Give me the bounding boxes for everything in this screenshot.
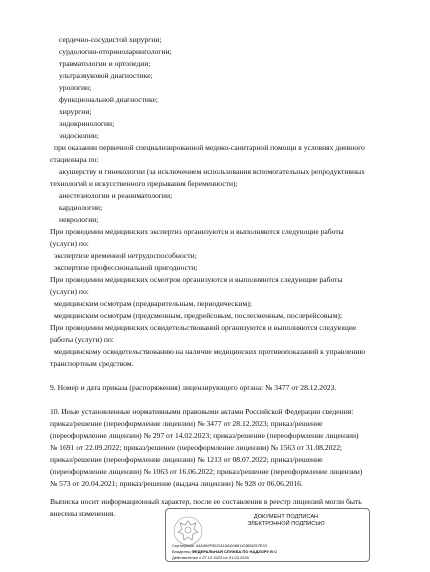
text-line: Выписка носит информационный характер, после ее составления в реестр лицензий могли быть: [50, 497, 362, 506]
stamp-validity: Действителен с 07.12.2023 по 01.03.2025: [172, 555, 249, 560]
text-line: При проведении медицинских освидетельствований организуются и выполняются следующие: [50, 323, 357, 332]
stamp-cert-value: 44A369F5521110AD0861ICBB0257E33: [195, 543, 267, 548]
text-line: акушерству и гинекологии (за исключением использования вспомогательных репродуктивных: [59, 167, 365, 176]
stamp-title-1: ДОКУМЕНТ ПОДПИСАН: [253, 514, 319, 520]
text-line: хирургии;: [59, 107, 92, 116]
text-line: (переоформление лицензии) № 297 от 14.02.2023; приказ/решение (переоформление лицензии): [50, 431, 359, 440]
text-line: неврологии;: [59, 215, 99, 224]
text-line: № 573 от 20.04.2021; приказ/решение (выдача лицензии) № 928 от 06.06.2016.: [50, 479, 303, 488]
text-line: (переоформление лицензии) № 1063 от 16.06.2022; приказ/решение (переоформление лицензии): [50, 467, 363, 476]
signature-stamp: [165, 508, 370, 562]
text-line: (услуги) по:: [50, 239, 89, 248]
text-line: эндокринологии;: [59, 119, 115, 128]
text-line: транспортным средством.: [50, 359, 134, 368]
text-line: кардиологии;: [59, 203, 103, 212]
text-line: экспертизе временной нетрудоспособности;: [54, 251, 197, 260]
text-line: урологии;: [59, 83, 92, 92]
text-line: 9. Номер и дата приказа (распоряжения) лицензирующего органа: № 3477 от 28.12.2023.: [50, 383, 337, 392]
text-line: медицинским осмотрам (предсменным, предрейсовым, послесменным, послерейсовым);: [54, 311, 343, 320]
text-line: приказ/решение (переоформление лицензии) № 3477 от 28.12.2023; приказ/решение: [50, 419, 323, 428]
text-line: экспертизе профессиональной пригодности;: [54, 263, 198, 272]
text-line: (услуги) по:: [50, 287, 89, 296]
text-line: ультразвуковой диагностике;: [59, 71, 153, 80]
text-line: сердечно-сосудистой хирургии;: [59, 35, 162, 44]
stamp-owner-label: Владелец: [172, 549, 191, 554]
text-line: эндоскопии;: [59, 131, 99, 140]
text-line: работы (услуги) по:: [50, 335, 114, 344]
text-line: стационара по:: [50, 155, 99, 164]
text-line: анестезиологии и реаниматологии;: [59, 191, 173, 200]
text-line: приказ/решение (переоформление лицензии) № 1213 от 08.07.2022; приказ/решение: [50, 455, 323, 464]
text-line: медицинскому освидетельствованию на наличие медицинских противопоказаний к управлению: [54, 347, 366, 356]
stamp-cert: [172, 543, 267, 548]
text-line: При проведении медицинских осмотров организуются и выполняются следующие работы: [50, 275, 343, 284]
text-line: 10. Иные установленные нормативными правовыми актами Российской Федерации сведения:: [50, 407, 354, 416]
text-line: внесены изменения.: [50, 509, 116, 518]
text-line: травматологии и ортопедии;: [59, 59, 151, 68]
text-line: № 1691 от 22.09.2022; приказ/решение (переоформление лицензии) № 1563 от 31.08.2022;: [50, 443, 343, 452]
stamp-owner: [172, 549, 277, 554]
text-line: При проведении медицинских экспертиз организуются и выполняются следующие работы: [50, 227, 344, 236]
stamp-cert-label: Сертификат: [172, 543, 195, 548]
text-line: функциональной диагностике;: [59, 95, 158, 104]
text-line: медицинским осмотрам (предварительным, периодическим);: [54, 299, 252, 308]
text-line: сурдологии-оториноларингологии;: [59, 47, 172, 56]
stamp-title-2: ЭЛЕКТРОННОЙ ПОДПИСЬЮ: [247, 521, 325, 527]
text-line: при оказании первичной специализированной медико-санитарной помощи в условиях дневного: [54, 143, 365, 152]
text-line: технологий и искусственного прерывания беременности);: [50, 179, 238, 188]
stamp-owner-value: ФЕДЕРАЛЬНАЯ СЛУЖБА ПО НАДЗОРУ В С: [191, 549, 277, 554]
